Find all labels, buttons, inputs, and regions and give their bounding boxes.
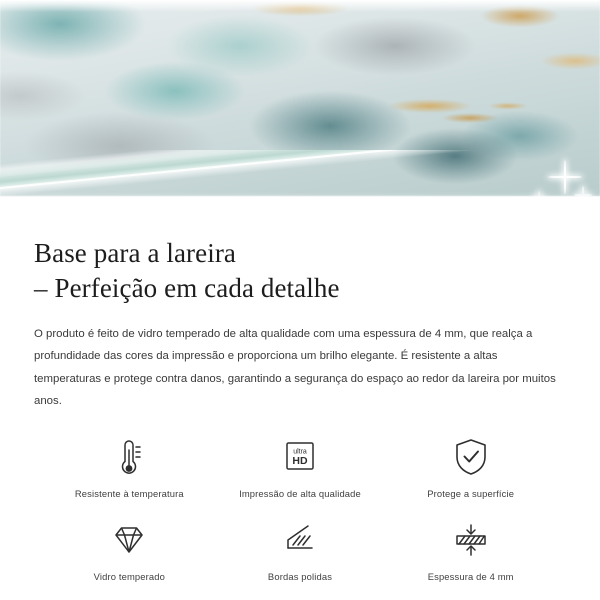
feature-item-surface-protection [385, 428, 556, 507]
feature-item-temperature-resistant [44, 428, 215, 507]
feature-label: Protege a superfície [427, 488, 515, 500]
feature-item-thickness [385, 511, 556, 590]
feature-grid [34, 428, 566, 590]
svg-text:ultra: ultra [293, 448, 307, 456]
description-paragraph: O produto é feito de vidro temperado de alta qualidade com uma espessura de 4 mm, que realça a profundidade das cores da impressão e proporciona um brilho elegante. É resistente a altas temperaturas e protege contra danos, garantindo a segurança do espaço ao redor da lareira por muitos anos. [34, 328, 556, 407]
headline-line-2: – Perfeição em cada detalhe [34, 272, 340, 303]
description-content [0, 236, 600, 590]
feature-item-print-quality [215, 428, 386, 507]
hero-top-fade [0, 0, 600, 12]
polished-edges-icon [279, 517, 321, 563]
feature-label: Resistente à temperatura [74, 488, 184, 500]
diamond-icon [108, 517, 150, 563]
hero-product-image [0, 0, 600, 222]
page-title [34, 236, 566, 305]
thickness-icon [448, 517, 494, 563]
feature-label: Espessura de 4 mm [427, 571, 514, 583]
feature-item-tempered-glass [44, 511, 215, 590]
headline-line-1: Base para a lareira [34, 238, 237, 268]
thermometer-icon [111, 434, 147, 480]
feature-label: Impressão de alta qualidade [239, 488, 361, 500]
ultra-hd-icon [279, 434, 321, 480]
svg-text:HD: HD [292, 455, 308, 468]
feature-label: Bordas polidas [267, 571, 333, 583]
feature-label: Vidro temperado [93, 571, 166, 583]
hero-bottom-fade [0, 192, 600, 222]
shield-check-icon [451, 434, 491, 480]
feature-item-polished-edges [215, 511, 386, 590]
